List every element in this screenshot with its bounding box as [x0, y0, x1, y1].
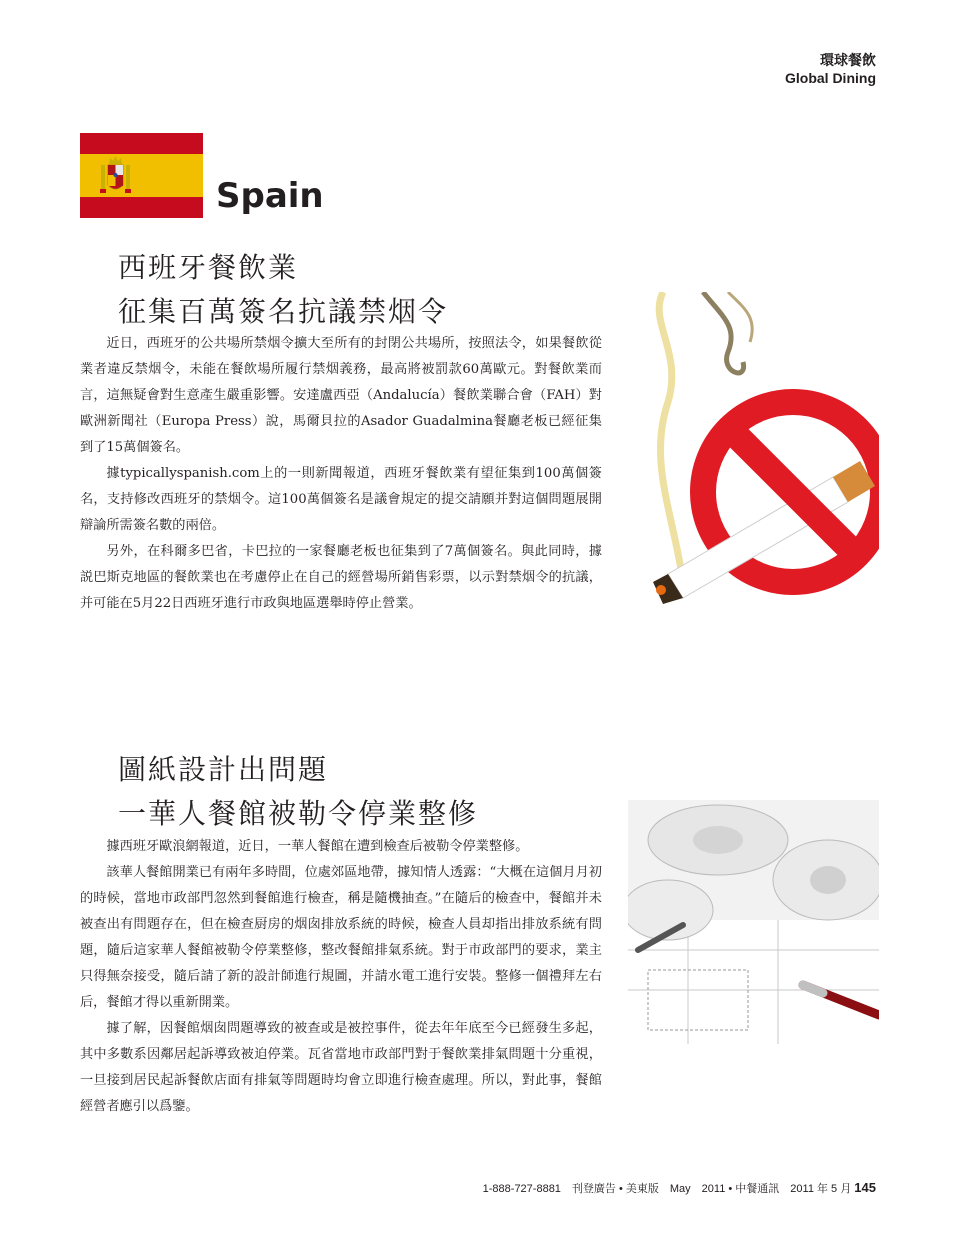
section-title-cn: 環球餐飲 [820, 53, 876, 69]
article1-headline-line1: 西班牙餐飲業 [118, 251, 299, 284]
article1-headline [118, 246, 618, 334]
spain-flag-icon [80, 133, 203, 218]
article1-paragraph: 據typicallyspanish.com上的一則新聞報道，西班牙餐飲業有望征集到100萬個簽名，支持修改西班牙的禁烟令。這100萬個簽名是議會規定的提交請願并對這個問題展開辯論所需簽名數的兩倍。 [80, 466, 602, 533]
country-heading: Spain [216, 176, 324, 216]
page-footer [483, 1180, 876, 1196]
article1-paragraph: 近日，西班牙的公共場所禁烟令擴大至所有的封閉公共場所，按照法令，如果餐飲從業者違反禁烟令，未能在餐飲場所履行禁烟義務，最高將被罰款60萬歐元。對餐飲業而言，這無疑會對生意產生嚴重影響。安達盧西亞（Andalucía）餐飲業聯合會（FAH）對歐洲新聞社（Europa Press）說，馬爾貝拉的Asador Guadalmina餐廳老板已經征集到了15萬個簽名。 [80, 336, 602, 455]
article2-headline [118, 748, 618, 836]
article2-headline-line1: 圖紙設計出問題 [118, 753, 329, 786]
section-title-en: Global Dining [785, 70, 876, 86]
no-smoking-image [628, 292, 879, 610]
article2-headline-line2: 一華人餐館被勒令停業整修 [118, 797, 479, 830]
page-number: 145 [854, 1180, 876, 1195]
article2-paragraph: 該華人餐館開業已有兩年多時間，位處郊區地帶，據知情人透露：“大概在這個月月初的時候，當地市政部門忽然到餐館進行檢查，稱是隨機抽查。”在隨后的檢查中，餐館并未被查出有問題存在，但在檢查厨房的烟囱排放系統的時候，檢查人員却指出排放系統有問題，隨后這家華人餐館被勒令停業整修，整改餐館排氣系統。對于市政部門的要求，業主只得無奈接受，隨后請了新的設計師進行規圖，并請水電工進行安裝。整修一個禮拜左右后，餐館才得以重新開業。 [80, 865, 602, 1010]
article2-paragraph: 據了解，因餐館烟囱問題導致的被查或是被控事件，從去年年底至今已經發生多起，其中多數系因鄰居起訴導致被迫停業。瓦省當地市政部門對于餐飲業排氣問題十分重視，一旦接到居民起訴餐飲店面有排氣等問題時均會立即進行檢查處理。所以，對此事，餐館經營者應引以爲鑒。 [80, 1021, 602, 1114]
article1-headline-line2: 征集百萬簽名抗議禁烟令 [118, 295, 449, 328]
article2-paragraph: 據西班牙歐浪網報道，近日，一華人餐館在遭到檢查后被勒令停業整修。 [106, 839, 529, 854]
article2-body [80, 834, 602, 1120]
article1-body [80, 331, 602, 617]
article1-paragraph: 另外，在科爾多巴省，卡巴拉的一家餐廳老板也征集到了7萬個簽名。與此同時，據説巴斯克地區的餐飲業也在考慮停止在自己的經營場所銷售彩票，以示對禁烟令的抗議，并可能在5月22日西班牙進行市政與地區選舉時停止營業。 [80, 544, 602, 611]
footer-text: 1-888-727-8881 刊登廣告 • 美東版 May 2011 • 中餐通訊 2011 年 5 月 [482, 1183, 852, 1195]
blueprints-image [628, 800, 879, 1044]
